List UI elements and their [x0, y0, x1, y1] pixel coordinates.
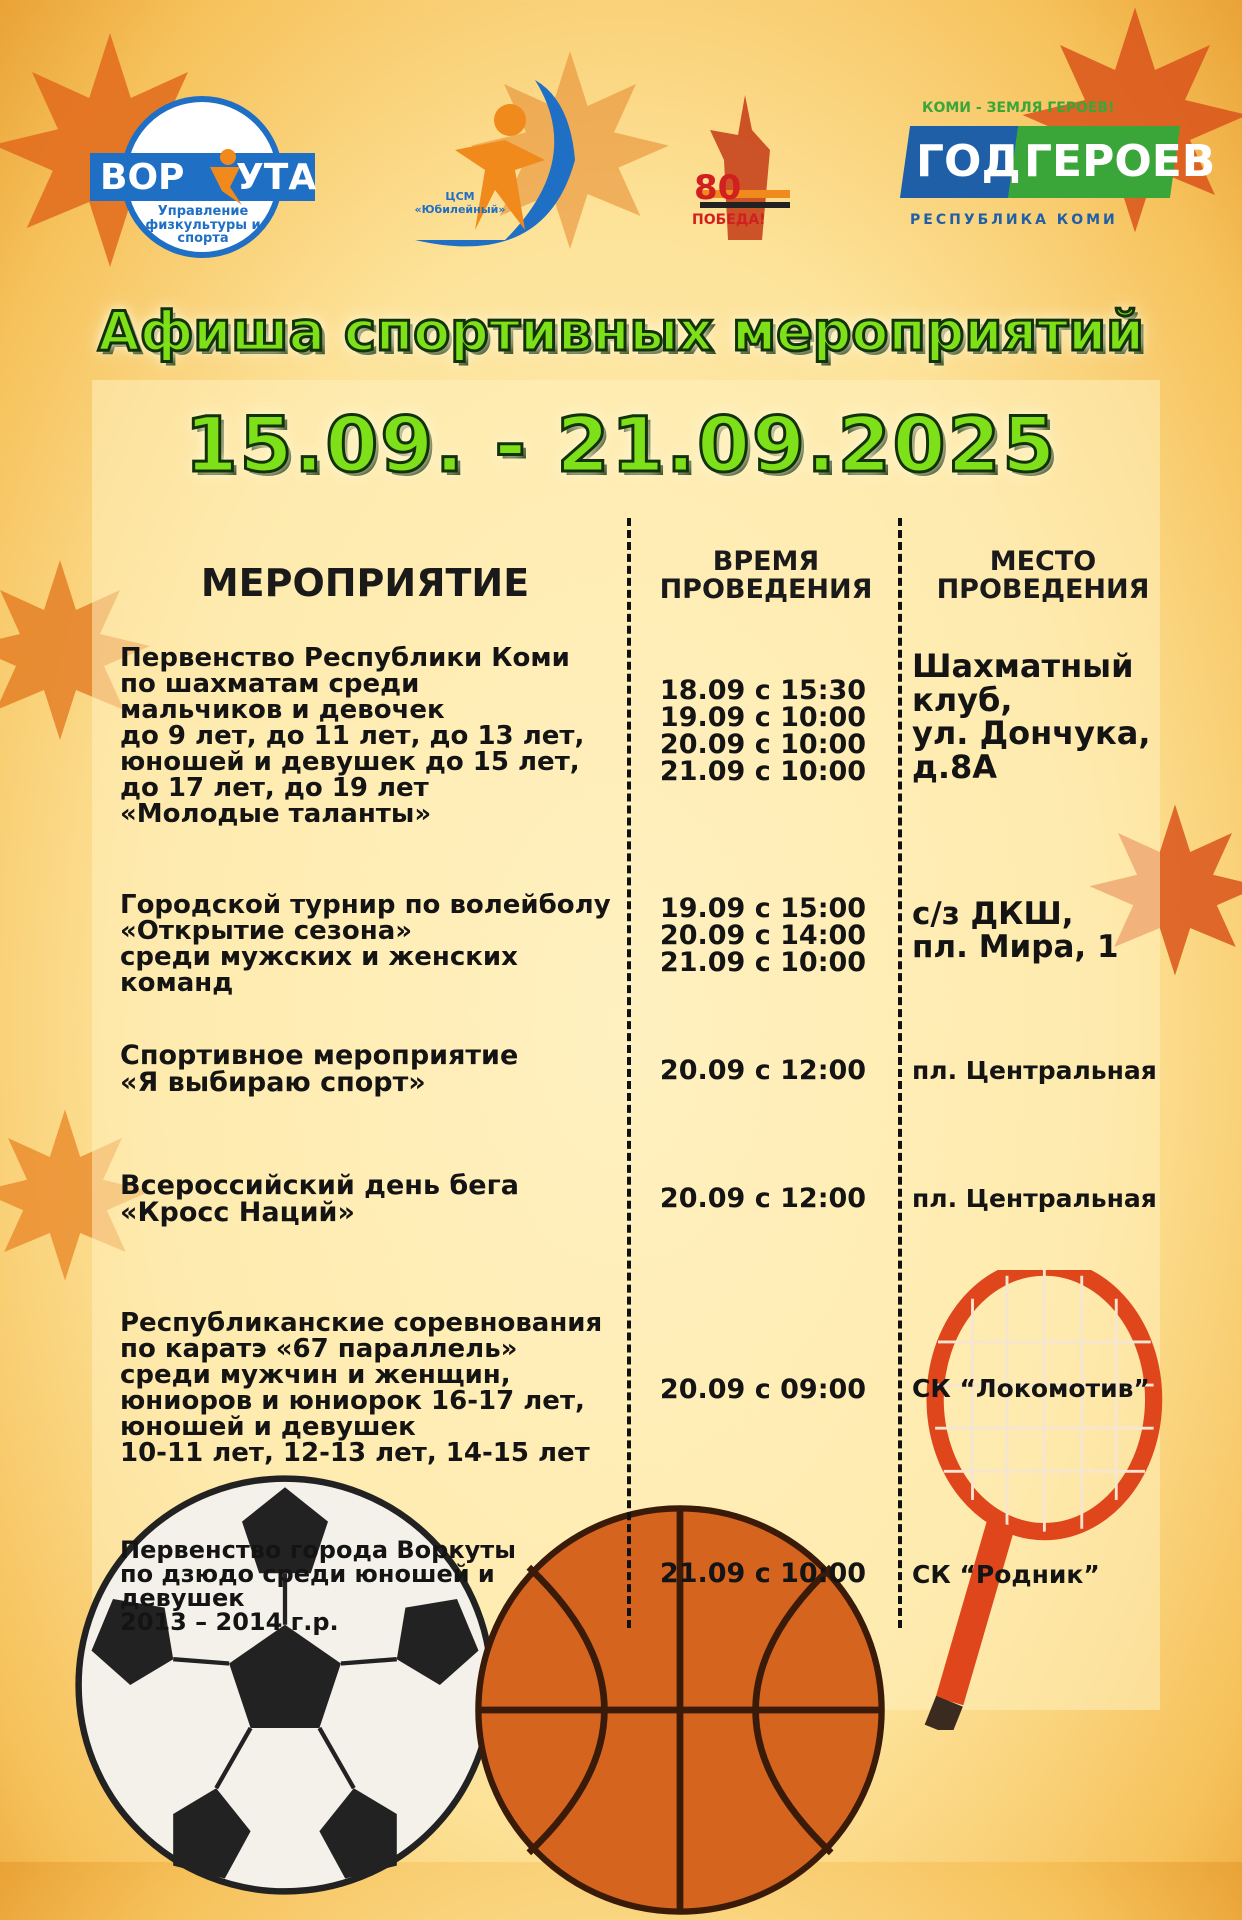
year-of-heroes-logo — [900, 100, 1216, 235]
victory-text: ПОБЕДА! — [692, 212, 766, 228]
column-header-event: МЕРОПРИЯТИЕ — [200, 561, 530, 605]
vorkuta-wordmark-left: ВОР — [100, 157, 185, 198]
event-place: СК “Локомотив” — [912, 1374, 1150, 1403]
victory-number: 80 — [694, 168, 742, 208]
event-time: 21.09 с 10:00 — [659, 1558, 867, 1589]
event-place: пл. Центральная — [912, 1056, 1157, 1085]
vorkuta-logo — [90, 95, 315, 265]
event-time: 20.09 с 09:00 — [659, 1374, 867, 1405]
year-tagline: КОМИ - ЗЕМЛЯ ГЕРОЕВ! — [922, 100, 1115, 116]
csm-caption: ЦСМ «Юбилейный» — [414, 190, 506, 216]
tennis-racket-icon — [880, 1270, 1180, 1730]
event-place: Шахматный клуб, ул. Дончука, д.8А — [912, 647, 1151, 786]
column-divider — [627, 518, 631, 1628]
page-title: Афиша спортивных мероприятий — [98, 300, 1144, 363]
victory-80-logo — [690, 90, 800, 250]
event-time: 20.09 с 12:00 — [659, 1183, 867, 1214]
event-time: 19.09 с 15:00 20.09 с 14:00 21.09 с 10:00 — [659, 893, 867, 978]
column-header-time: ВРЕМЯ ПРОВЕДЕНИЯ — [659, 546, 873, 606]
event-time: 20.09 с 12:00 — [659, 1055, 867, 1086]
event-place: СК “Родник” — [912, 1560, 1100, 1589]
year-word-god: ГОД — [916, 136, 1021, 187]
soccer-ball-icon — [70, 1470, 500, 1900]
csm-logo — [395, 40, 595, 270]
column-divider — [898, 518, 902, 1628]
year-region: РЕСПУБЛИКА КОМИ — [910, 212, 1118, 228]
event-name: Первенство города Воркуты по дзюдо среди юношей и девушек 2013 – 2014 г.р. — [120, 1536, 516, 1636]
event-name: Всероссийский день бега «Кросс Наций» — [120, 1170, 519, 1228]
column-header-place: МЕСТО ПРОВЕДЕНИЯ — [936, 546, 1150, 606]
event-name: Спортивное мероприятие «Я выбираю спорт» — [120, 1040, 519, 1098]
event-name: Республиканские соревнования по каратэ «67 параллель» среди мужчин и женщин, юниоров и юниорок 16-17 лет, юношей и девушек 10-11 лет, 12-13 лет, 14-15 лет — [120, 1308, 603, 1468]
event-name: Первенство Республики Коми по шахматам среди мальчиков и девочек до 9 лет, до 11 лет, до 13 лет, юношей и девушек до 15 лет, до 17 лет, до 19 лет «Молодые таланты» — [120, 643, 585, 829]
vorkuta-wordmark-right: УТА — [236, 157, 317, 198]
event-place: пл. Центральная — [912, 1184, 1157, 1213]
csm-emblem-icon — [395, 40, 595, 270]
date-range: 15.09. - 21.09.2025 — [184, 400, 1058, 489]
event-name: Городской турнир по волейболу «Открытие сезона» среди мужских и женских команд — [120, 890, 611, 998]
vorkuta-caption: Управление физкультуры и спорта — [145, 204, 261, 247]
event-time: 18.09 с 15:30 19.09 с 10:00 20.09 с 10:00 21.09 с 10:00 — [659, 675, 867, 787]
event-place: с/з ДКШ, пл. Мира, 1 — [912, 896, 1119, 965]
year-word-heroes: ГЕРОЕВ — [1024, 136, 1216, 187]
